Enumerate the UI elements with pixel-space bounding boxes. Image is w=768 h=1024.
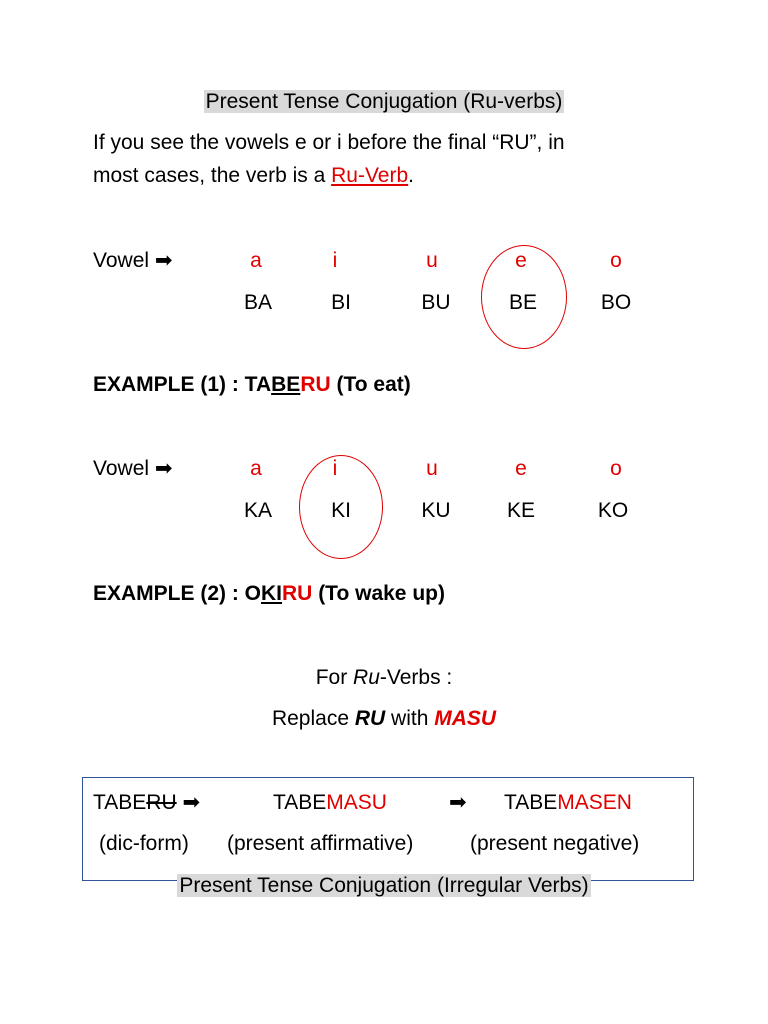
syllable: KE xyxy=(506,499,535,522)
vowel-u: u xyxy=(426,249,438,272)
vowel-a: a xyxy=(250,249,262,272)
syllable: BI xyxy=(331,291,351,314)
syllable: BU xyxy=(421,291,451,314)
negative-form: TABEMASEN xyxy=(504,791,632,814)
vowel-u: u xyxy=(426,457,438,480)
negative-label: (present negative) xyxy=(470,832,640,855)
arrow-right-icon: ➡ xyxy=(449,791,467,814)
page-title: Present Tense Conjugation (Ru-verbs) xyxy=(205,90,563,113)
vowel-e: e xyxy=(515,249,527,272)
vowel-o: o xyxy=(610,457,622,480)
intro-line-1: If you see the vowels e or i before the final “RU”, in xyxy=(93,131,565,154)
syllable: KU xyxy=(421,499,451,522)
highlight-circle-e xyxy=(481,245,567,349)
ru-verb-link: Ru-Verb xyxy=(331,164,409,187)
arrow-right-icon: ➡ xyxy=(154,457,173,480)
syllable: KI xyxy=(331,499,351,522)
affirmative-form: TABEMASU xyxy=(273,791,387,814)
rule-replace: Replace RU with MASU xyxy=(271,707,497,730)
arrow-right-icon: ➡ xyxy=(154,249,173,272)
vowel-a: a xyxy=(250,457,262,480)
vowel-o: o xyxy=(610,249,622,272)
dic-form-label: (dic-form) xyxy=(99,832,189,855)
vowel-e: e xyxy=(515,457,527,480)
affirmative-label: (present affirmative) xyxy=(227,832,414,855)
vowel-label-2: Vowel ➡ xyxy=(93,457,173,480)
vowel-i: i xyxy=(332,457,338,480)
next-section-title: Present Tense Conjugation (Irregular Verbs) xyxy=(179,874,589,897)
vowel-i: i xyxy=(332,249,338,272)
syllable: KA xyxy=(243,499,272,522)
vowel-label-1: Vowel ➡ xyxy=(93,249,173,272)
syllable: BA xyxy=(243,291,272,314)
example-2: EXAMPLE (2) : OKIRU (To wake up) xyxy=(93,582,445,605)
rule-for-ru-verbs: For Ru-Verbs : xyxy=(315,666,453,689)
arrow-right-icon: ➡ xyxy=(182,791,201,814)
syllable: KO xyxy=(597,499,629,522)
example-1: EXAMPLE (1) : TABERU (To eat) xyxy=(93,373,411,396)
syllable: BE xyxy=(508,291,537,314)
dictionary-form: TABERU ➡ xyxy=(93,791,201,814)
intro-line-2: most cases, the verb is a Ru-Verb. xyxy=(93,164,414,187)
syllable: BO xyxy=(600,291,632,314)
highlight-circle-i xyxy=(299,455,383,559)
